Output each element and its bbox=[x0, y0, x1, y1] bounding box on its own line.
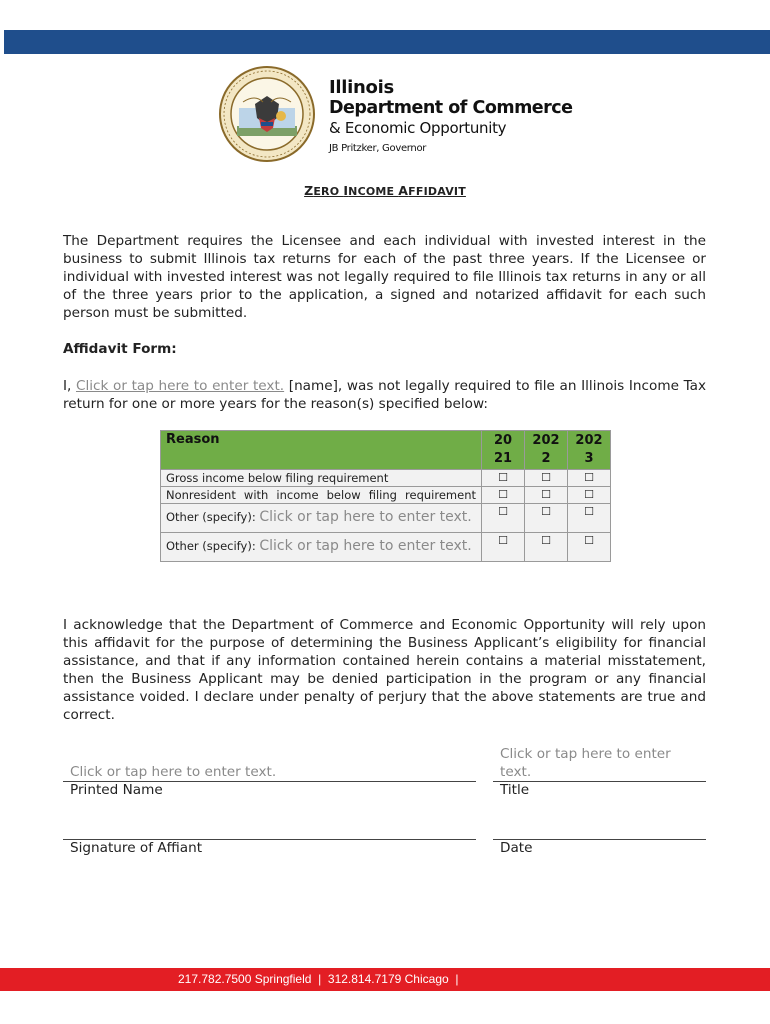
reason-other-1: Other (specify): Click or tap here to enter text. bbox=[161, 504, 482, 533]
table-row bbox=[161, 533, 611, 562]
table-row bbox=[161, 504, 611, 533]
checkbox-other-1-2022[interactable]: ☐ bbox=[525, 504, 568, 533]
checkbox-other-2-2023[interactable]: ☐ bbox=[568, 533, 611, 562]
name-input-field[interactable]: Click or tap here to enter text. bbox=[75, 378, 285, 394]
title-label: Title bbox=[500, 782, 530, 798]
year-2023-header: 202 3 bbox=[568, 431, 611, 470]
reason-gross-income: Gross income below filing requirement bbox=[161, 470, 482, 487]
checkbox-nonresident-2023[interactable]: ☐ bbox=[568, 487, 611, 504]
footer-bar bbox=[0, 968, 770, 991]
checkbox-other-2-2021[interactable]: ☐ bbox=[482, 533, 525, 562]
year-2022-header: 202 2 bbox=[525, 431, 568, 470]
org-department-name: Department of Commerce bbox=[329, 98, 573, 118]
title-input[interactable]: Click or tap here to enter text. bbox=[500, 746, 671, 780]
printed-name-input[interactable]: Click or tap here to enter text. bbox=[70, 764, 277, 780]
other-reason-2-input[interactable]: Click or tap here to enter text. bbox=[259, 538, 472, 554]
org-department-subname: & Economic Opportunity bbox=[329, 119, 507, 137]
footer-contact: 217.782.7500 Springfield | 312.814.7179 Chicago | bbox=[178, 972, 459, 986]
signature-label: Signature of Affiant bbox=[70, 840, 203, 856]
checkbox-other-2-2022[interactable]: ☐ bbox=[525, 533, 568, 562]
reasons-table bbox=[160, 430, 611, 562]
reasons-table-header bbox=[161, 431, 611, 470]
top-banner bbox=[4, 30, 770, 54]
org-governor: JB Pritzker, Governor bbox=[329, 143, 427, 154]
other-reason-1-input[interactable]: Click or tap here to enter text. bbox=[259, 509, 472, 525]
checkbox-gross-income-2022[interactable]: ☐ bbox=[525, 470, 568, 487]
document-title: ZERO INCOME AFFIDAVIT bbox=[304, 183, 466, 198]
affidavit-form-label: Affidavit Form: bbox=[63, 341, 177, 357]
checkbox-gross-income-2021[interactable]: ☐ bbox=[482, 470, 525, 487]
checkbox-other-1-2023[interactable]: ☐ bbox=[568, 504, 611, 533]
checkbox-nonresident-2021[interactable]: ☐ bbox=[482, 487, 525, 504]
checkbox-nonresident-2022[interactable]: ☐ bbox=[525, 487, 568, 504]
checkbox-gross-income-2023[interactable]: ☐ bbox=[568, 470, 611, 487]
reason-column-header: Reason bbox=[161, 431, 482, 470]
affidavit-statement: I, Click or tap here to enter text. [name], was not legally required to file an Illinois Income Tax return for one or more years for the reason(s) specified below: bbox=[63, 378, 706, 412]
acknowledgement-paragraph: I acknowledge that the Department of Commerce and Economic Opportunity will rely upon this affidavit for the purpose of determining the Business Applicant’s eligibility for financial assistance, and that if any information contained herein contains a material misstatement, then the Business Applicant may be denied participation in the program or any financial assistance voided. I declare under penalty of perjury that the above statements are true and correct. bbox=[63, 617, 706, 723]
date-label: Date bbox=[500, 840, 533, 856]
printed-name-label: Printed Name bbox=[70, 782, 163, 798]
year-2021-header: 20 21 bbox=[482, 431, 525, 470]
table-row bbox=[161, 470, 611, 487]
checkbox-other-1-2021[interactable]: ☐ bbox=[482, 504, 525, 533]
intro-paragraph: The Department requires the Licensee and each individual with invested interest in the business to submit Illinois tax returns for each of the past three years. If the Licensee or individual with invested interest was not legally required to file Illinois tax returns in any or all of the three years prior to the application, a signed and notarized affidavit for each such person must be submitted. bbox=[63, 233, 706, 321]
reason-nonresident: Nonresident with income below filing requirement bbox=[161, 487, 482, 504]
reason-other-2: Other (specify): Click or tap here to enter text. bbox=[161, 533, 482, 562]
illinois-state-seal-icon bbox=[219, 66, 315, 162]
department-logo-text bbox=[329, 78, 573, 156]
org-state-name: Illinois bbox=[329, 77, 394, 98]
table-row bbox=[161, 487, 611, 504]
